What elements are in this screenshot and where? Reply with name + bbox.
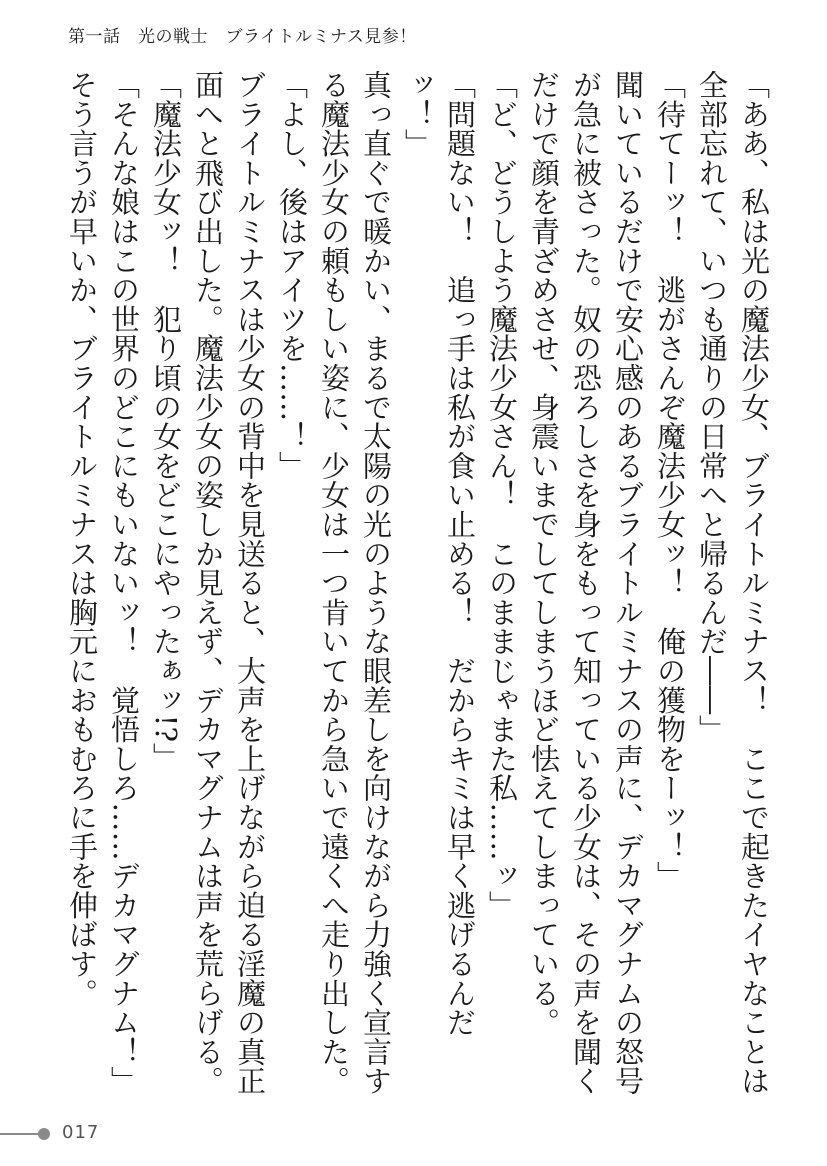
paragraph: 「魔法少女ッ！ 犯り頃の女をどこにやったぁッ!?」: [149, 70, 183, 772]
paragraph: 「そんな娘はこの世界のどこにもいないッ！ 覚悟しろ……デカマグナム！」: [107, 70, 141, 1096]
paragraph: 「待てーッ！ 逃がさんぞ魔法少女ッ！ 俺の獲物をーッ！」: [653, 70, 687, 891]
paragraph: 聞いているだけで安心感のあるブライトルミナスの声に、デカマグナムの怒号が急に被さった。奴の恐ろしさを身をもって知っている少女は、その声を聞くだけで顔を青ざめさせ、身震いまでしてしまうほど怯えてしまっている。: [527, 70, 645, 1096]
paragraph: 「ああ、私は光の魔法少女、ブライトルミナス！ ここで起きたイヤなことは全部忘れて、いつも通りの日常へと帰るんだ――」: [695, 70, 771, 1096]
page-number: 017: [62, 1122, 100, 1143]
paragraph: 「問題ない！ 追っ手は私が食い止める！ だからキミは早く逃げるんだッ！」: [401, 70, 477, 1037]
paragraph: ブライトルミナスは少女の背中を見送ると、大声を上げながら迫る淫魔の真正面へと飛び出した。魔法少女の姿しか見えず、デカマグナムは声を荒らげる。: [191, 70, 267, 1096]
paragraph: 真っ直ぐで暖かい、まるで太陽の光のような眼差しを向けながら力強く宣言する魔法少女の頼もしい姿に、少女は一つ肯いてから急いで遠くへ走り出した。: [317, 70, 393, 1096]
footer-dot-icon: [38, 1128, 50, 1140]
paragraph: 「ど、どうしよう魔法少女さん！ このままじゃまた私……ッ」: [485, 70, 519, 920]
page-footer: [0, 1122, 200, 1146]
body-text: [55, 70, 775, 1100]
footer-rule: [0, 1133, 40, 1135]
running-header: 第一話 光の戦士 ブライトルミナス見参！: [68, 27, 417, 47]
paragraph: そう言うが早いか、ブライトルミナスは胸元におもむろに手を伸ばす。: [65, 70, 99, 1008]
paragraph: 「よし、後はアイツを……！」: [275, 70, 309, 481]
